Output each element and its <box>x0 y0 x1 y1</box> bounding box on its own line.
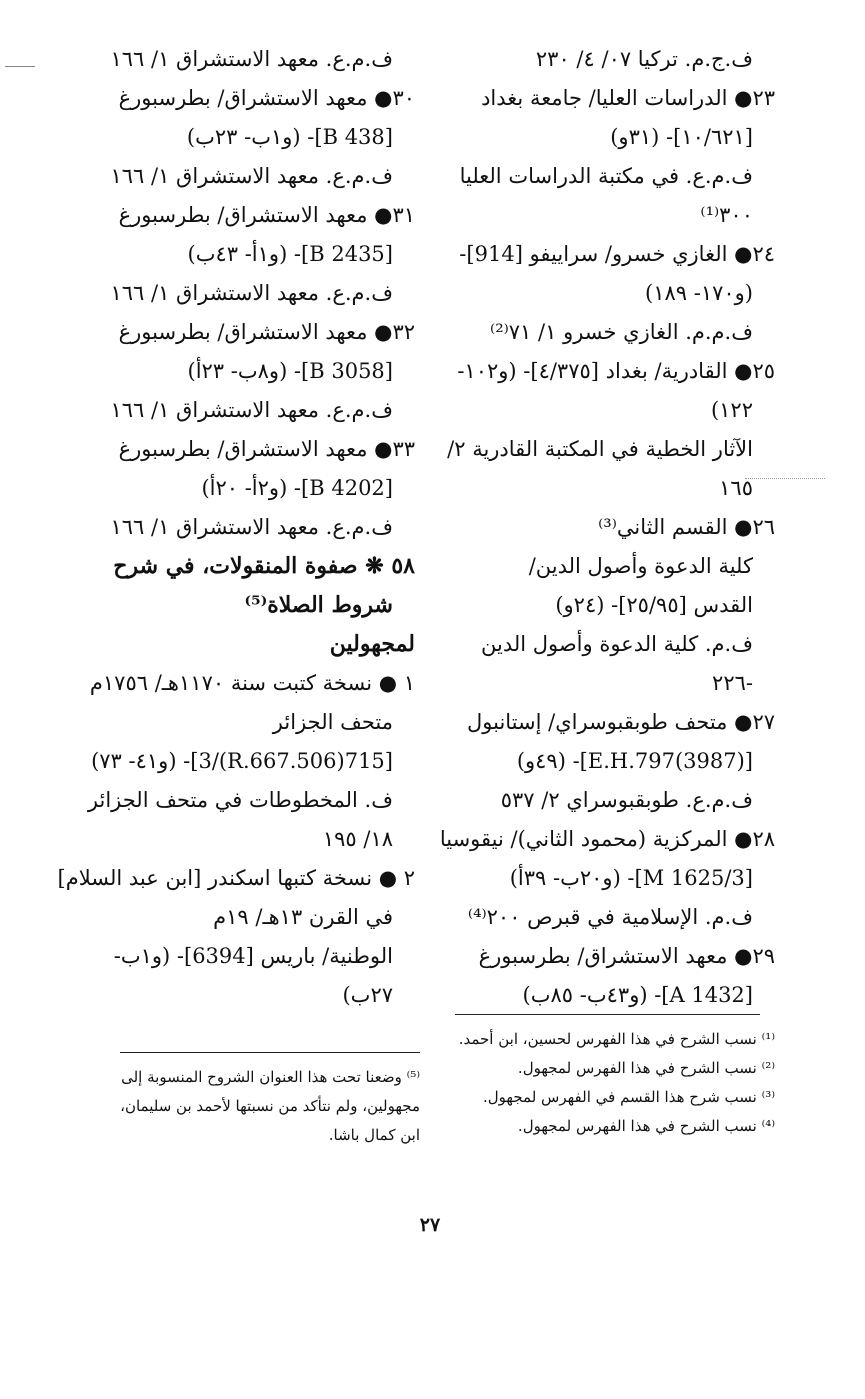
right-column-line: [M 1625/3]- (و٢٠ب- ٣٩أ) <box>509 866 753 890</box>
footnotes-right <box>455 1014 775 1141</box>
right-column-line: ٢٤● الغازي خسرو/ سراييفو [914]- <box>459 242 775 266</box>
left-column-line: ف.م.ع. معهد الاستشراق ١/ ١٦٦ <box>110 515 393 539</box>
left-column-line: [B 3058]- (و٨ب- ٢٣أ) <box>187 359 393 383</box>
footnote-2: ⁽²⁾ نسب الشرح في هذا الفهرس لمجهول. <box>517 1059 775 1077</box>
left-column-line: [B 438]- (و١ب- ٢٣ب) <box>186 125 393 149</box>
right-column-line: -٢٢٦ <box>712 671 753 695</box>
footnote-rule <box>120 1052 420 1053</box>
right-column-line: القدس [٢٥/٩٥]- (٢٤و) <box>555 593 753 617</box>
footnote-rule <box>455 1014 760 1015</box>
left-column-line: في القرن ١٣هـ/ ١٩م <box>213 905 393 929</box>
left-column-line: ٢٧ب) <box>342 983 393 1007</box>
left-column-line: ٢ ● نسخة كتبها اسكندر [ابن عبد السلام] <box>57 866 415 890</box>
right-column-line: ٣٠٠⁽¹⁾ <box>700 203 753 227</box>
left-column-line: ٥٨ ❋ صفوة المنقولات، في شرح <box>113 553 415 579</box>
right-column-line: ف.م.ع. في مكتبة الدراسات العليا <box>459 164 753 188</box>
right-column-line: (و١٧٠- ١٨٩) <box>644 281 753 305</box>
right-column-line: ف.ج.م. تركيا ٠٧/ ٤/ ٢٣٠ <box>535 47 753 71</box>
footnote-1: ⁽¹⁾ نسب الشرح في هذا الفهرس لحسين، ابن أحمد. <box>458 1030 775 1048</box>
left-column-line: ١٨/ ١٩٥ <box>322 827 393 851</box>
right-column-line: ١٢٢) <box>710 398 753 422</box>
left-column-line: متحف الجزائر <box>272 710 393 734</box>
left-column-line: [B 4202]- (و٢أ- ٢٠أ) <box>201 476 393 500</box>
right-column-line: ٢٨● المركزية (محمود الثاني)/ نيقوسيا <box>439 827 775 851</box>
left-column-line: [715(506.R.667)/3]- (و٤١- ٧٣) <box>91 749 393 773</box>
left-column-line: ١ ● نسخة كتبت سنة ١١٧٠هـ/ ١٧٥٦م <box>89 671 415 695</box>
footnote-4: ⁽⁴⁾ نسب الشرح في هذا الفهرس لمجهول. <box>517 1117 775 1135</box>
left-column-line: شروط الصلاة⁽⁵⁾ <box>244 592 393 618</box>
left-column-line: الوطنية/ باريس [6394]- (و١ب- <box>113 944 393 968</box>
right-column-line: ف.م.ع. طوبقبوسراي ٢/ ٥٣٧ <box>500 788 753 812</box>
right-column-line: [A 1432]- (و٤٣ب- ٨٥ب) <box>522 983 753 1007</box>
right-column-line: ٢٣● الدراسات العليا/ جامعة بغداد <box>481 86 775 110</box>
left-column <box>57 40 415 1015</box>
right-column-line: كلية الدعوة وأصول الدين/ <box>528 554 753 578</box>
right-column-line: ٢٧● متحف طوبقبوسراي/ إستانبول <box>467 710 775 734</box>
page-number: ٢٧ <box>419 1214 441 1236</box>
right-column-line: [E.H.797(3987)]- (٤٩و) <box>516 749 753 773</box>
right-column-line: ٢٩● معهد الاستشراق/ بطرسبورغ <box>478 944 775 968</box>
left-column-line: ٣١● معهد الاستشراق/ بطرسبورغ <box>118 203 415 227</box>
right-column-line: ف.م.م. الغازي خسرو ١/ ٧١⁽²⁾ <box>490 320 753 344</box>
left-column-line: ٣٠● معهد الاستشراق/ بطرسبورغ <box>118 86 415 110</box>
footnote-3: ⁽³⁾ نسب شرح هذا القسم في الفهرس لمجهول. <box>483 1088 775 1106</box>
left-column-line: [B 2435]- (و١أ- ٤٣ب) <box>187 242 393 266</box>
right-column-line: [١٠/٦٢١]- (٣١و) <box>610 125 753 149</box>
left-column-line: ٣٣● معهد الاستشراق/ بطرسبورغ <box>118 437 415 461</box>
left-column-line: ف. المخطوطات في متحف الجزائر <box>87 788 393 812</box>
footnotes-left <box>105 1052 420 1150</box>
right-column-line: ف.م. الإسلامية في قبرص ٢٠٠⁽⁴⁾ <box>467 905 753 929</box>
footnote-5: ⁽⁵⁾ وضعنا تحت هذا العنوان الشروح المنسوبة إلى مجهولين، ولم نتأكد من نسبتها لأحمد بن سليمان، ابن كمال باشا. <box>120 1068 420 1144</box>
right-column-line: الآثار الخطية في المكتبة القادرية ٢/ <box>447 437 753 461</box>
margin-mark <box>5 66 35 67</box>
right-column <box>439 40 775 1015</box>
dotted-leader <box>745 478 825 479</box>
right-column-line: ٢٦● القسم الثاني⁽³⁾ <box>598 515 775 539</box>
left-column-line: ف.م.ع. معهد الاستشراق ١/ ١٦٦ <box>110 164 393 188</box>
right-column-line: ١٦٥ <box>719 476 753 500</box>
left-column-line: لمجهولين <box>329 631 415 657</box>
left-column-line: ٣٢● معهد الاستشراق/ بطرسبورغ <box>118 320 415 344</box>
right-column-line: ف.م. كلية الدعوة وأصول الدين <box>480 632 753 656</box>
left-column-line: ف.م.ع. معهد الاستشراق ١/ ١٦٦ <box>110 281 393 305</box>
left-column-line: ف.م.ع. معهد الاستشراق ١/ ١٦٦ <box>110 47 393 71</box>
right-column-line: ٢٥● القادرية/ بغداد [٤/٣٧٥]- (و١٠٢- <box>457 359 775 383</box>
left-column-line: ف.م.ع. معهد الاستشراق ١/ ١٦٦ <box>110 398 393 422</box>
